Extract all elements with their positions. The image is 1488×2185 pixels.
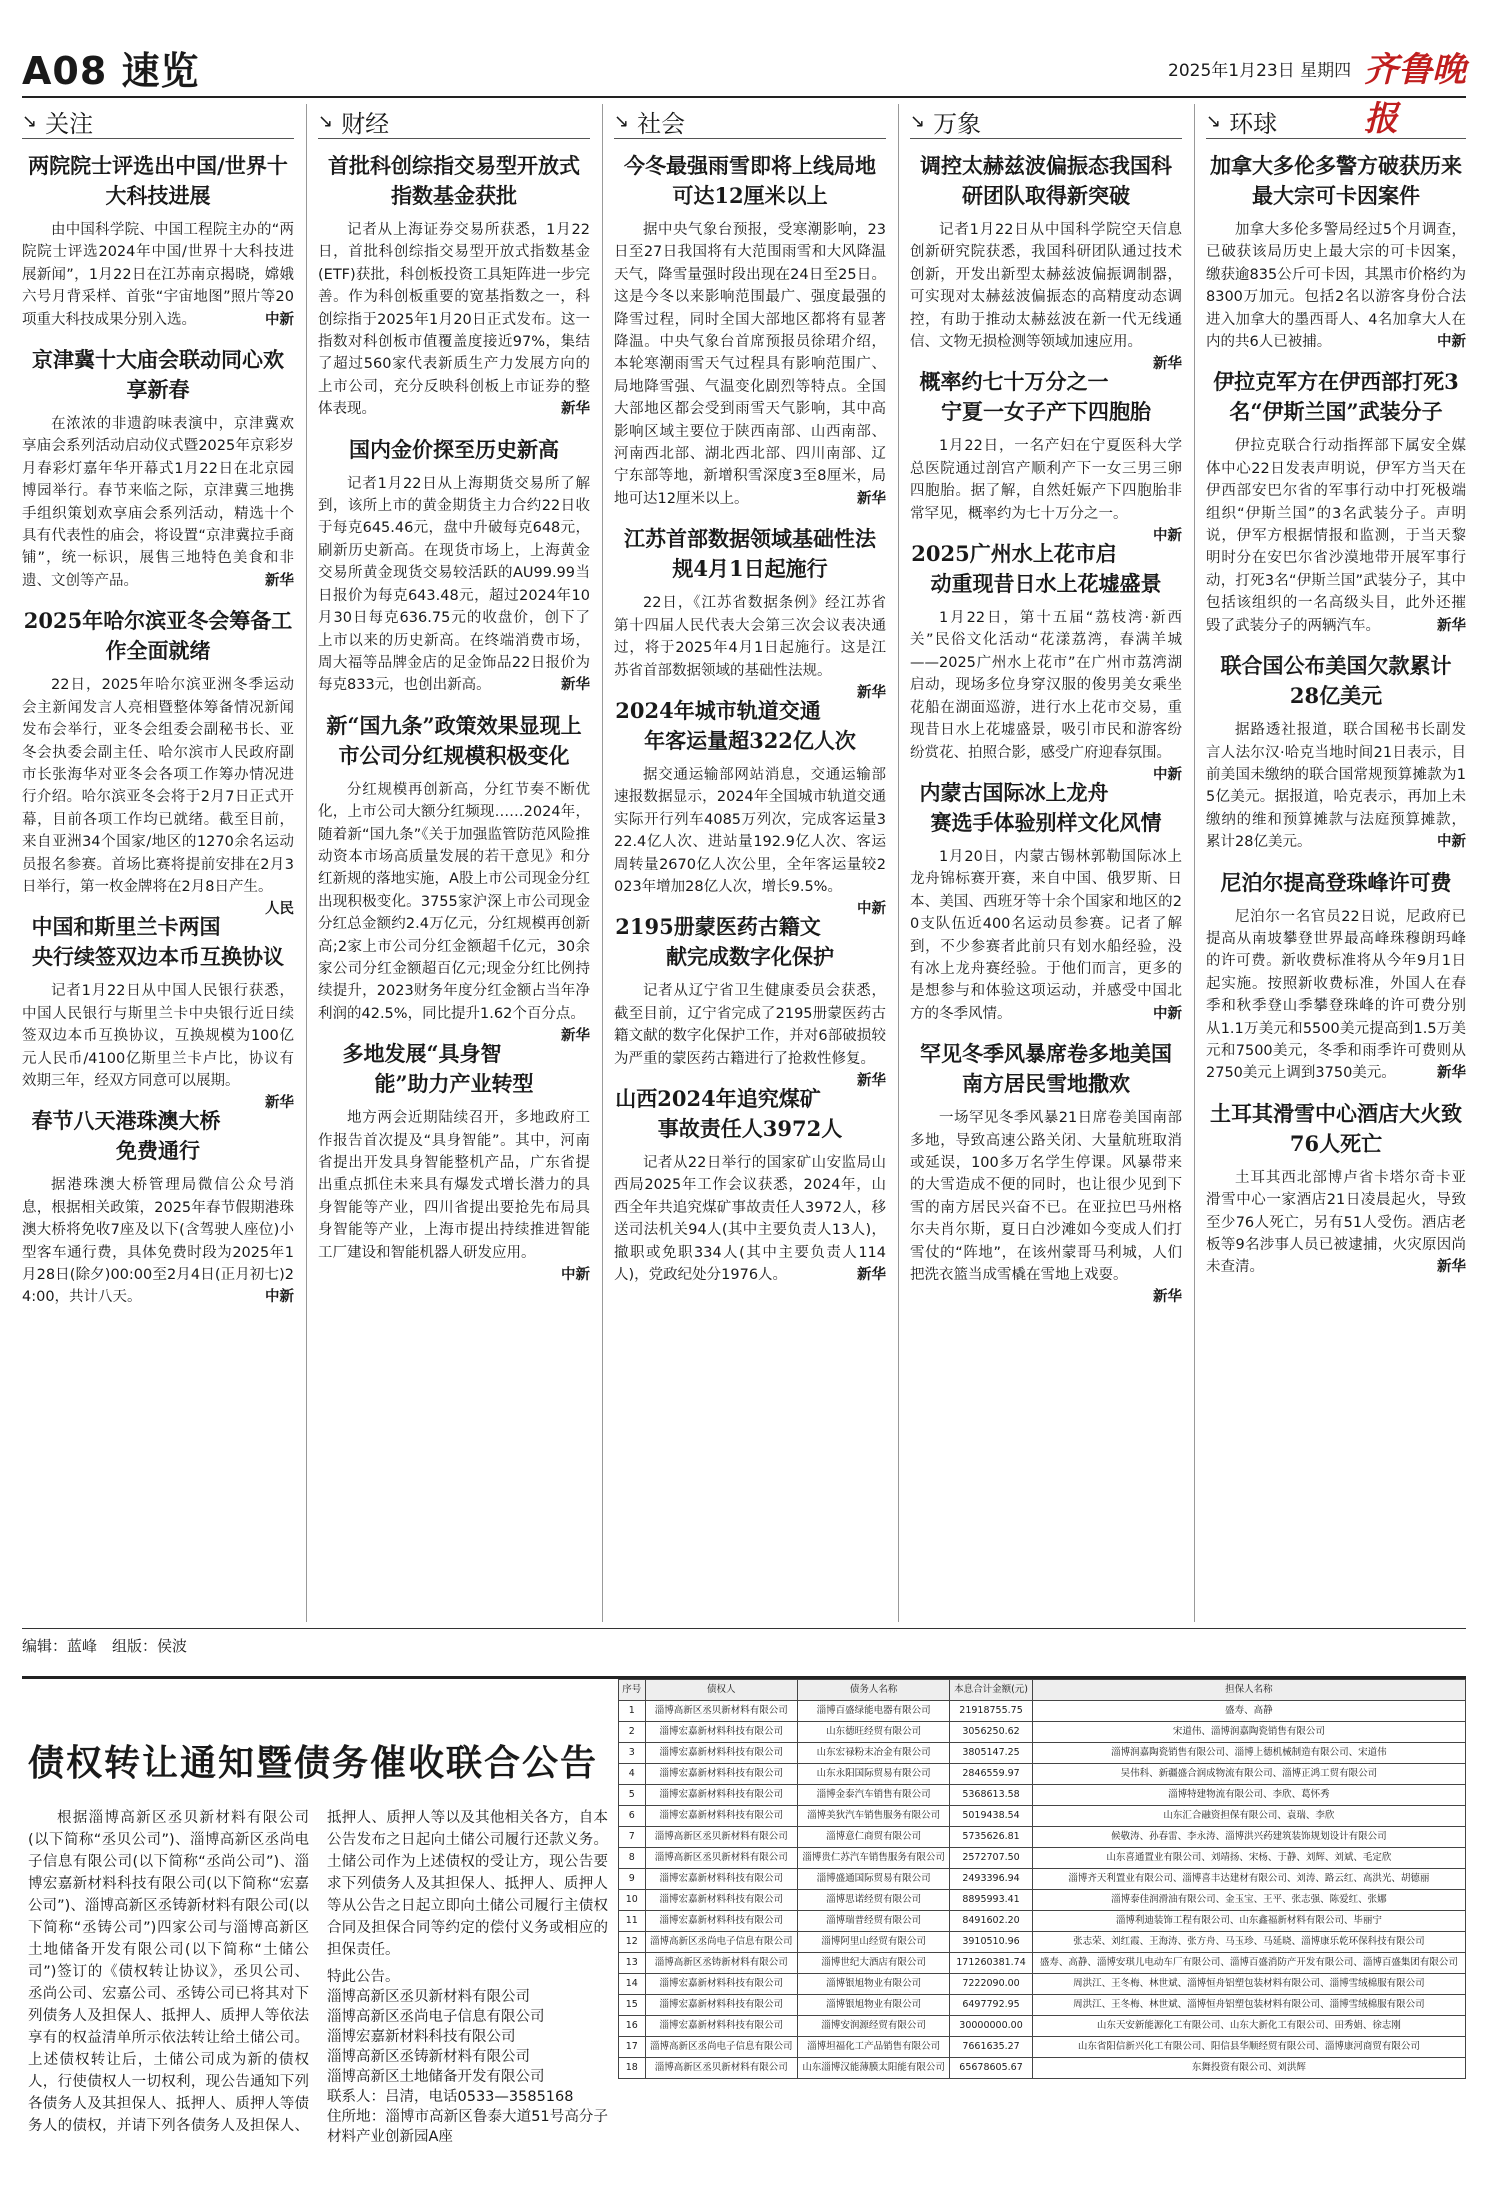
table-row xyxy=(619,1743,1466,1764)
table-row xyxy=(619,1911,1466,1932)
table-cell: 张志荣、刘红霞、王海涛、张方舟、马玉珍、马延晓、淄博康乐乾环保科技有限公司 xyxy=(1032,1932,1465,1953)
table-cell: 淄博世纪大酒店有限公司 xyxy=(797,1953,949,1974)
table-cell: 淄博宏嘉新材料科技有限公司 xyxy=(645,2016,797,2037)
table-cell: 山东淄博汉能薄膜太阳能有限公司 xyxy=(797,2058,949,2079)
table-row xyxy=(619,1764,1466,1785)
article-body: 1月22日，第十五届“荔枝湾·新西关”民俗文化活动“花漾荔湾，春满羊城——2025广州水上花市”在广州市荔湾湖启动，现场多位身穿汉服的俊男美女乘坐花船在湖面巡游，进行水上花市交易，重现昔日水上花墟盛景，吸引市民和游客纷纷赏花、拍照合影，感受广府迎春氛围。 中新 xyxy=(910,607,1182,764)
table-cell: 14 xyxy=(619,1974,646,1995)
table-cell: 3 xyxy=(619,1743,646,1764)
table-cell: 淄博贵仁苏汽车销售服务有限公司 xyxy=(797,1848,949,1869)
table-cell: 淄博意仁商贸有限公司 xyxy=(797,1827,949,1848)
article-title: 首批科创综指交易型开放式指数基金获批 xyxy=(328,153,580,208)
table-cell: 12 xyxy=(619,1932,646,1953)
newspaper-logo: 齐鲁晚报 xyxy=(1364,50,1466,139)
table-cell: 淄博利迪装饰工程有限公司、山东鑫福新材料有限公司、毕丽宁 xyxy=(1032,1911,1465,1932)
table-row xyxy=(619,2037,1466,2058)
table-row xyxy=(619,1995,1466,2016)
table-row xyxy=(619,1827,1466,1848)
table-cell: 21918755.75 xyxy=(950,1701,1032,1722)
article-source: 中新 xyxy=(561,1267,590,1284)
section-header: ↘ 环球 xyxy=(1206,104,1466,139)
article-title: 山西2024年追究煤矿事故责任人3972人 xyxy=(615,1085,843,1141)
article-body: 据中央气象台预报，受寒潮影响，23日至27日我国将有大范围雨雪和大风降温天气，降雪量强时段出现在24日至25日。这是今冬以来影响范围最广、强度最强的降雪过程，同时全国大部地区都将有显著降温。中央气象台首席预报员徐珺介绍，本轮寒潮雨雪天气过程具有影响范围广、局地降雪强、气温变化剧烈等特点。全国大部地区都会受到雨雪天气影响，其中高影响区域主要位于陕西南部、山西南部、河南西北部、湖北西北部、四川南部、辽宁东部等地，新增积雪深度3至8厘米，局地可达12厘米以上。 新华 xyxy=(614,219,886,510)
table-cell: 淄博坦福化工产品销售有限公司 xyxy=(797,2037,949,2058)
table-cell: 盛寿、高静 xyxy=(1032,1701,1465,1722)
table-cell: 2493396.94 xyxy=(950,1869,1032,1890)
article xyxy=(614,1084,886,1286)
article-title: 概率约七十万分之一宁夏一女子产下四胞胎 xyxy=(919,369,1151,425)
column-society xyxy=(614,104,886,1624)
article-source: 新华 xyxy=(857,684,886,701)
editor-credit: 编辑：蓝峰 组版：侯波 xyxy=(22,1628,1466,1656)
article xyxy=(614,524,886,701)
table-row xyxy=(619,1785,1466,1806)
article-body: 据交通运输部网站消息，交通运输部速报数据显示，2024年全国城市轨道交通实际开行列车4085万列次，完成客运量322.4亿人次、进站量192.9亿人次、客运周转量2670亿人次公里，全年客运量较2023年增加28亿人次，增长9.5%。 中新 xyxy=(614,764,886,898)
article-title: 2025年哈尔滨亚冬会筹备工作全面就绪 xyxy=(23,608,293,664)
table-cell: 淄博银旭物业有限公司 xyxy=(797,1974,949,1995)
table-row xyxy=(619,1932,1466,1953)
table-row xyxy=(619,1848,1466,1869)
article-body: 尼泊尔一名官员22日说，尼政府已提高从南坡攀登世界最高峰珠穆朗玛峰的许可费。新收费标准将从今年9月1日起实施。按照新收费标准，外国人在春季和秋季登山季攀登珠峰的许可费分别从1.1万美元和5500美元提高到1.5万美元和7500美元，冬季和雨季许可费则从2750美元上调到3750美元。 新华 xyxy=(1206,906,1466,1085)
article-body: 22日，《江苏省数据条例》经江苏省第十四届人民代表大会第三次会议表决通过，将于2025年4月1日起施行。这是江苏省首部数据领域的基础性法规。 新华 xyxy=(614,592,886,682)
article xyxy=(910,367,1182,545)
section-header: ↘ 财经 xyxy=(318,104,590,139)
table-cell: 盛寿、高静、淄博安琪儿电动车厂有限公司、淄博百盛消防产开发有限公司、淄博百盛集团有限公司 xyxy=(1032,1953,1465,1974)
table-row xyxy=(619,1701,1466,1722)
table-header-cell: 序号 xyxy=(619,1680,646,1701)
article-title: 江苏首部数据领域基础性法规4月1日起施行 xyxy=(624,526,876,582)
table-row xyxy=(619,1974,1466,1995)
table-cell: 4 xyxy=(619,1764,646,1785)
article xyxy=(1206,651,1466,853)
table-cell: 山东永阳国际贸易有限公司 xyxy=(797,1764,949,1785)
table-cell: 淄博阿里山经贸有限公司 xyxy=(797,1932,949,1953)
table-cell: 淄博高新区丞尚电子信息有限公司 xyxy=(645,2037,797,2058)
column-divider xyxy=(602,104,603,1622)
column-world xyxy=(1206,104,1466,1624)
table-cell: 30000000.00 xyxy=(950,2016,1032,2037)
article-title: 罕见冬季风暴席卷多地美国南方居民雪地撒欢 xyxy=(920,1041,1172,1097)
article-body: 一场罕见冬季风暴21日席卷美国南部多地，导致高速公路关闭、大量航班取消或延误，100多万名学生停课。风暴带来的大雪造成不便的同时，也让很少见到下雪的南方居民兴奋不已。在亚拉巴马州格尔夫肖尔斯，夏日白沙滩如今变成人们打雪仗的“阵地”，在该州蒙哥马利城，人们把洗衣篮当成雪橇在雪地上戏耍。 新华 xyxy=(910,1107,1182,1286)
article xyxy=(1206,1099,1466,1279)
article-source: 中新 xyxy=(857,901,886,918)
table-cell: 6 xyxy=(619,1806,646,1827)
table-cell: 山东省阳信新兴化工有限公司、阳信县华顺经贸有限公司、淄博康河商贸有限公司 xyxy=(1032,2037,1465,2058)
article-body: 记者1月22日从中国科学院空天信息创新研究院获悉，我国科研团队通过技术创新，开发出新型太赫兹波偏振调制器，可实现对太赫兹波偏振态的高精度动态调控，有助于推动太赫兹波在新一代无线通信、文物无损检测等领域加速应用。 新华 xyxy=(910,219,1182,353)
table-cell: 山东喜通置业有限公司、刘靖扬、宋杨、于静、刘辉、刘斌、毛定欣 xyxy=(1032,1848,1465,1869)
signer: 淄博高新区土地储备开发有限公司 xyxy=(327,2069,545,2085)
section-header: ↘ 社会 xyxy=(614,104,886,139)
article-title: 土耳其滑雪中心酒店大火致76人死亡 xyxy=(1210,1100,1462,1156)
table-cell: 淄博高新区丞贝新材料有限公司 xyxy=(645,1827,797,1848)
article-title: 2024年城市轨道交通年客运量超322亿人次 xyxy=(615,697,856,753)
table-cell: 16 xyxy=(619,2016,646,2037)
section-header: ↘ 关注 xyxy=(22,104,294,139)
column-divider xyxy=(898,104,899,1622)
article-source: 新华 xyxy=(1437,1065,1466,1082)
section-arrow-icon: ↘ xyxy=(910,110,926,132)
article xyxy=(318,711,590,1045)
table-cell: 吴伟科、新疆盛合润成物流有限公司、淄博正鸿工贸有限公司 xyxy=(1032,1764,1465,1785)
table-cell: 7222090.00 xyxy=(950,1974,1032,1995)
section-header: ↘ 万象 xyxy=(910,104,1182,139)
article xyxy=(1206,868,1466,1085)
article-source: 中新 xyxy=(265,1289,294,1306)
table-cell: 9 xyxy=(619,1869,646,1890)
article-body: 1月20日，内蒙古锡林郭勒国际冰上龙舟锦标赛开赛，来自中国、俄罗斯、日本、美国、西班牙等十余个国家和地区的20支队伍近400名运动员参赛。记者了解到，不少参赛者此前只有划水船经验，没有冰上龙舟赛经验。于他们而言，更多的是想参与和体验这项运动，并感受中国北方的冬季风情。 中新 xyxy=(910,846,1182,1025)
article-source: 新华 xyxy=(857,1267,886,1283)
column-finance xyxy=(318,104,590,1624)
debt-notice xyxy=(22,1676,1466,2169)
article-body: 据路透社报道，联合国秘书长副发言人法尔汉·哈克当地时间21日表示，目前美国未缴纳的联合国常规预算摊款为15亿美元。据报道，哈克表示，再加上未缴纳的维和预算摊款与法庭预算摊款，累计28亿美元。 中新 xyxy=(1206,719,1466,853)
table-cell: 2846559.97 xyxy=(950,1764,1032,1785)
table-row xyxy=(619,1869,1466,1890)
table-cell: 8 xyxy=(619,1848,646,1869)
table-cell: 淄博高新区丞贝新材料有限公司 xyxy=(645,2058,797,2079)
table-cell: 淄博宏嘉新材料科技有限公司 xyxy=(645,1911,797,1932)
table-cell: 淄博润嘉陶瓷销售有限公司、淄博上德机械制造有限公司、宋道伟 xyxy=(1032,1743,1465,1764)
article-source: 人民 xyxy=(265,901,294,918)
column-panorama xyxy=(910,104,1182,1624)
table-cell: 8895993.41 xyxy=(950,1890,1032,1911)
notice-signature xyxy=(327,1967,608,2147)
article-body: 分红规模再创新高，分红节奏不断优化，上市公司大额分红频现……2024年，随着新“国九条”《关于加强监管防范风险推动资本市场高质量发展的若干意见》和分红新规的落地实施，A股上市公司现金分红出现积极变化。3755家沪深上市公司现金分红总金额约2.4万亿元，分红规模再创新高;2家上市公司分红金额超千亿元，30余家公司分红金额超百亿元;现金分红比例持续提升，2023财务年度分红金额占当年净利润的42.5%，同比提升1.62个百分点。 新华 xyxy=(318,779,590,1025)
table-cell: 淄博美狄汽车销售服务有限公司 xyxy=(797,1806,949,1827)
table-cell: 淄博宏嘉新材料科技有限公司 xyxy=(645,1806,797,1827)
table-cell: 8491602.20 xyxy=(950,1911,1032,1932)
table-cell: 山东汇合融资担保有限公司、袁瑞、李欣 xyxy=(1032,1806,1465,1827)
article-source: 新华 xyxy=(1153,356,1182,373)
article-title: 春节八天港珠澳大桥免费通行 xyxy=(31,1108,221,1164)
table-cell: 淄博齐天利置业有限公司、淄博喜丰达建材有限公司、刘涛、路云红、高洪光、胡德丽 xyxy=(1032,1869,1465,1890)
section-arrow-icon: ↘ xyxy=(1206,110,1222,132)
article-body: 据港珠澳大桥管理局微信公众号消息，根据相关政策，2025年春节假期港珠澳大桥将免收7座及以下(含驾驶人座位)小型客车通行费，具体免费时段为2025年1月28日(除夕)00:00至2月4日(正月初七)24:00，共计八天。 中新 xyxy=(22,1174,294,1308)
section-arrow-icon: ↘ xyxy=(318,110,334,132)
table-cell: 6497792.95 xyxy=(950,1995,1032,2016)
notice-text: 根据淄博高新区丞贝新材料有限公司(以下简称“丞贝公司”)、淄博高新区丞尚电子信息有限公司(以下简称“丞尚公司”)、淄博宏嘉新材料科技有限公司(以下简称“宏嘉公司”)、淄博高新区丞铸新材料有限公司(以下简称“丞铸公司”)四家公司与淄博高新区土地储备开发有限公司(以下简称“土储公司”)签订的《债权转让协议》，丞贝公司、丞尚公司、宏嘉公司、丞铸公司已将其对下列债务人及担保人、抵押人、质押人等依法享有的权益清单所示依法转让给土储公司。上述债权转让后，土储公司成为新的债权人，行使债权人一切权利，现公告通知下列各债务人及其担保人、抵押人、质押人等债务人的债权，并请下列各债务人及担保人、抵押人、质押人等以及其他相关各方，自本公告发布之日起向土储公司履行还款义务。土储公司作为上述债权的受让方，现公告要求下列债务人及其担保人、抵押人、质押人等从公告之日起立即向土储公司履行主债权合同及担保合同等约定的偿付义务或相应的担保责任。 xyxy=(28,1810,608,2134)
article xyxy=(22,912,294,1112)
table-cell: 13 xyxy=(619,1953,646,1974)
table-cell: 5368613.58 xyxy=(950,1785,1032,1806)
table-cell: 淄博宏嘉新材料科技有限公司 xyxy=(645,1869,797,1890)
article-source: 新华 xyxy=(561,677,590,694)
table-cell: 17 xyxy=(619,2037,646,2058)
article-title: 新“国九条”政策效果显现上市公司分红规模积极变化 xyxy=(326,712,582,768)
article xyxy=(22,1106,294,1308)
article-source: 新华 xyxy=(561,401,590,418)
table-cell: 淄博高新区丞铸新材料有限公司 xyxy=(645,1953,797,1974)
header-rule xyxy=(22,96,1466,98)
table-cell: 7 xyxy=(619,1827,646,1848)
table-cell: 10 xyxy=(619,1890,646,1911)
article-body: 22日，2025年哈尔滨亚洲冬季运动会主新闻发言人亮相暨整体筹备情况新闻发布会举行，亚冬会组委会副秘书长、亚冬会执委会副主任、哈尔滨市人民政府副市长张海华对亚冬会各项工作筹办情况进行介绍。哈尔滨亚冬会将于2月7日正式开幕，目前各项工作均已就绪。截至目前，来自亚洲34个国家/地区的1270余名运动员报名参赛。首场比赛将提前安排在2月3日举行，第一枚金牌将在2月8日产生。 人民 xyxy=(22,674,294,898)
notice-sign-label: 特此公告。 xyxy=(327,1969,400,1985)
article-source: 新华 xyxy=(857,1072,886,1089)
table-cell: 淄博宏嘉新材料科技有限公司 xyxy=(645,1890,797,1911)
table-body xyxy=(619,1701,1466,2079)
table-cell: 3056250.62 xyxy=(950,1722,1032,1743)
article-title: 2025广州水上花市启动重现昔日水上花墟盛景 xyxy=(911,541,1162,597)
table-cell: 山东宏禄粉末冶金有限公司 xyxy=(797,1743,949,1764)
table-row xyxy=(619,1953,1466,1974)
table-cell: 淄博宏嘉新材料科技有限公司 xyxy=(645,1785,797,1806)
debt-table xyxy=(618,1679,1466,2079)
article-body: 由中国科学院、中国工程院主办的“两院院士评选2024年中国/世界十大科技进展新闻”，1月22日在江苏南京揭晓，嫦娥六号月背采样、首张“宇宙地图”照片等20项重大科技成果分别入选。 中新 xyxy=(22,219,294,331)
article xyxy=(614,696,886,918)
article-title: 调控太赫兹波偏振态我国科研团队取得新突破 xyxy=(920,153,1172,208)
article-title: 尼泊尔提高登珠峰许可费 xyxy=(1220,869,1452,895)
notice-title: 债权转让通知暨债务催收联合公告 xyxy=(28,1742,599,1784)
table-cell: 淄博金泰汽车销售有限公司 xyxy=(797,1785,949,1806)
table-header-cell: 债权人 xyxy=(645,1680,797,1701)
table-cell: 淄博思诺经贸有限公司 xyxy=(797,1890,949,1911)
article-source: 新华 xyxy=(1153,1289,1182,1306)
article-title: 两院院士评选出中国/世界十大科技进展 xyxy=(28,153,288,208)
table-header-cell: 本息合计金额(元) xyxy=(950,1680,1032,1701)
article-source: 新华 xyxy=(561,1028,590,1045)
table-row xyxy=(619,2058,1466,2079)
table-cell: 5 xyxy=(619,1785,646,1806)
article-body: 1月22日，一名产妇在宁夏医科大学总医院通过剖宫产顺利产下一女三男三卵四胞胎。据了解，自然妊娠产下四胞胎非常罕见，概率约为七十万分之一。 中新 xyxy=(910,435,1182,525)
article xyxy=(318,151,590,421)
table-cell: 淄博安润源经贸有限公司 xyxy=(797,2016,949,2037)
article-title: 今冬最强雨雪即将上线局地可达12厘米以上 xyxy=(624,153,876,208)
signer: 淄博高新区丞铸新材料有限公司 xyxy=(327,2049,530,2065)
issue-date: 2025年1月23日 星期四 xyxy=(1168,61,1352,81)
article-body: 地方两会近期陆续召开，多地政府工作报告首次提及“具身智能”。其中，河南省提出开发具身智能整机产品，广东省提出重点抓住未来具有爆发式增长潜力的具身智能等产业，四川省提出要抢先布局具身智能等产业，上海市提出持续推进智能工厂建设和智能机器人研发应用。 中新 xyxy=(318,1107,590,1264)
article-title: 伊拉克军方在伊西部打死3名“伊斯兰国”武装分子 xyxy=(1213,369,1459,425)
column-divider xyxy=(306,104,307,1622)
table-cell: 淄博银旭物业有限公司 xyxy=(797,1995,949,2016)
article xyxy=(1206,151,1466,353)
article xyxy=(614,151,886,510)
article-body: 伊拉克联合行动指挥部下属安全媒体中心22日发表声明说，伊军方当天在伊西部安巴尔省的军事行动中打死极端组织“伊斯兰国”的3名武装分子。声明说，伊军方根据情报和监测，于当天黎明时分在安巴尔省沙漠地带开展军事行动，打死3名“伊斯兰国”武装分子，其中包括该组织的一名高级头目，此外还摧毁了武装分子的两辆汽车。 新华 xyxy=(1206,435,1466,637)
table-cell: 周洪江、王冬梅、林世斌、淄博恒舟铝塑包装材料有限公司、淄博雪绒棉服有限公司 xyxy=(1032,1995,1465,2016)
article-source: 中新 xyxy=(1153,1005,1182,1022)
page-number: A08 速览 xyxy=(22,49,200,93)
section-arrow-icon: ↘ xyxy=(22,110,38,132)
article xyxy=(910,539,1182,783)
article-source: 新华 xyxy=(857,490,886,507)
table-header-row xyxy=(619,1680,1466,1701)
table-cell: 65678605.67 xyxy=(950,2058,1032,2079)
table-cell: 3805147.25 xyxy=(950,1743,1032,1764)
article xyxy=(318,435,590,697)
signer: 淄博宏嘉新材料科技有限公司 xyxy=(327,2029,516,2045)
article-body: 记者从22日举行的国家矿山安监局山西局2025年工作会议获悉，2024年，山西全年共追究煤矿事故责任人3972人，移送司法机关94人(其中主要负责人13人)，撤职或免职334人(其中主要负责人114人)，党政纪处分1976人。 新华 xyxy=(614,1152,886,1286)
table-cell: 山东德旺经贸有限公司 xyxy=(797,1722,949,1743)
table-row xyxy=(619,1806,1466,1827)
article-source: 中新 xyxy=(1437,834,1466,851)
table-cell: 18 xyxy=(619,2058,646,2079)
article-source: 中新 xyxy=(1437,334,1466,351)
table-cell: 淄博百盛绿能电器有限公司 xyxy=(797,1701,949,1722)
article-body: 记者1月22日从中国人民银行获悉，中国人民银行与斯里兰卡中央银行近日续签双边本币互换协议，互换规模为100亿元人民币/4100亿斯里兰卡卢比，协议有效期三年，经双方同意可以展期。 新华 xyxy=(22,980,294,1092)
signer: 淄博高新区丞尚电子信息有限公司 xyxy=(327,2009,545,2025)
article-body: 记者从辽宁省卫生健康委员会获悉，截至目前，辽宁省完成了2195册蒙医药古籍文献的数字化保护工作，并对6部破损较为严重的蒙医药古籍进行了抢救性修复。 新华 xyxy=(614,980,886,1070)
table-cell: 东舞投资有限公司、刘洪辉 xyxy=(1032,2058,1465,2079)
article-body: 记者1月22日从上海期货交易所了解到，该所上市的黄金期货主力合约22日收于每克645.46元，盘中升破每克648元，刷新历史新高。在现货市场上，上海黄金交易所黄金现货交易较活跃的AU99.99当日报价为每克643.48元，超过2024年10月30日每克636.75元的收盘价，创下了上市以来的历史新高。在终端消费市场，周大福等品牌金店的足金饰品22日报价为每克833元，也创出新高。 新华 xyxy=(318,473,590,697)
section-arrow-icon: ↘ xyxy=(614,110,630,132)
table-cell: 11 xyxy=(619,1911,646,1932)
article-source: 新华 xyxy=(265,1095,294,1112)
notice-contact: 联系人：吕清，电话0533—3585168 xyxy=(327,2089,574,2105)
article-source: 中新 xyxy=(1153,766,1182,783)
table-cell: 5735626.81 xyxy=(950,1827,1032,1848)
table-cell: 15 xyxy=(619,1995,646,2016)
table-cell: 淄博高新区丞尚电子信息有限公司 xyxy=(645,1932,797,1953)
notice-address: 住所地：淄博市高新区鲁泰大道51号高分子材料产业创新园A座 xyxy=(327,2109,608,2145)
article-body: 记者从上海证券交易所获悉，1月22日，首批科创综指交易型开放式指数基金(ETF)获批，科创板投资工具矩阵进一步完善。作为科创板重要的宽基指数之一，科创综指于2025年1月20日正式发布。这一指数对科创板市值覆盖度接近97%，集结了超过560家代表新质生产力发展方向的上市公司，充分反映科创板上市证券的整体表现。 新华 xyxy=(318,219,590,421)
article-source: 中新 xyxy=(265,311,294,328)
article-title: 2195册蒙医药古籍文献完成数字化保护 xyxy=(615,914,834,970)
article xyxy=(614,912,886,1089)
article xyxy=(1206,367,1466,637)
table-cell: 淄博宏嘉新材料科技有限公司 xyxy=(645,1722,797,1743)
table-cell: 山东天安新能源化工有限公司、山东大新化工有限公司、田秀娟、徐志刚 xyxy=(1032,2016,1465,2037)
article xyxy=(910,778,1182,1025)
article xyxy=(910,151,1182,373)
article-title: 多地发展“具身智能”助力产业转型 xyxy=(342,1041,534,1097)
table-cell: 候敬涛、孙春雷、李永涛、淄博洪兴药建筑装饰规划设计有限公司 xyxy=(1032,1827,1465,1848)
table-cell: 2 xyxy=(619,1722,646,1743)
article-body: 加拿大多伦多警局经过5个月调查，已破获该局历史上最大宗的可卡因案，缴获逾835公斤可卡因，其黑市价格约为8300万加元。包括2名以游客身份合法进入加拿大的墨西哥人、4名加拿大人在内的共6人已被捕。 中新 xyxy=(1206,219,1466,353)
table-cell: 2572707.50 xyxy=(950,1848,1032,1869)
article-title: 联合国公布美国欠款累计28亿美元 xyxy=(1220,653,1452,709)
table-cell: 淄博高新区丞贝新材料有限公司 xyxy=(645,1701,797,1722)
article xyxy=(22,606,294,918)
article xyxy=(910,1039,1182,1306)
article-title: 中国和斯里兰卡两国央行续签双边本币互换协议 xyxy=(31,914,284,970)
table-cell: 淄博泰佳润滑油有限公司、金玉宝、王平、张志强、陈爱红、张娜 xyxy=(1032,1890,1465,1911)
signer: 淄博高新区丞贝新材料有限公司 xyxy=(327,1989,530,2005)
article-source: 新华 xyxy=(265,572,294,589)
article-source: 新华 xyxy=(1437,617,1466,634)
article-title: 内蒙古国际冰上龙舟赛选手体验别样文化风情 xyxy=(919,779,1162,835)
table-cell: 7661635.27 xyxy=(950,2037,1032,2058)
table-header-cell: 债务人名称 xyxy=(797,1680,949,1701)
table-cell: 淄博宏嘉新材料科技有限公司 xyxy=(645,1974,797,1995)
article-title: 京津冀十大庙会联动同心欢享新春 xyxy=(32,347,284,403)
table-cell: 淄博宏嘉新材料科技有限公司 xyxy=(645,1764,797,1785)
column-divider xyxy=(1194,104,1195,1622)
article-title: 国内金价探至历史新高 xyxy=(349,436,559,462)
table-cell: 171260381.74 xyxy=(950,1953,1032,1974)
article-body: 在浓浓的非遗韵味表演中，京津冀欢享庙会系列活动启动仪式暨2025年京彩岁月春彩灯嘉年华开幕式1月22日在北京园博园举行。春节来临之际，京津冀三地携手组织策划欢享庙会系列活动，精选十个具有代表性的庙会，将设置“京津冀拉手商铺”，统一标识，展售三地特色美食和非遗、文创等产品。 新华 xyxy=(22,413,294,592)
table-row xyxy=(619,1722,1466,1743)
table-cell: 淄博盛通国际贸易有限公司 xyxy=(797,1869,949,1890)
notice-body xyxy=(28,1807,608,2147)
article-body: 土耳其西北部博卢省卡塔尔奇卡亚滑雪中心一家酒店21日凌晨起火，导致至少76人死亡，另有51人受伤。酒店老板等9名涉事人员已被逮捕，火灾原因尚未查清。 新华 xyxy=(1206,1167,1466,1279)
table-cell: 淄博宏嘉新材料科技有限公司 xyxy=(645,1995,797,2016)
article-title: 加拿大多伦多警方破获历来最大宗可卡因案件 xyxy=(1210,153,1462,208)
table-row xyxy=(619,1890,1466,1911)
table-cell: 淄博瑞普经贸有限公司 xyxy=(797,1911,949,1932)
table-cell: 淄博高新区丞贝新材料有限公司 xyxy=(645,1848,797,1869)
table-cell: 周洪江、王冬梅、林世斌、淄博恒舟铝塑包装材料有限公司、淄博雪绒棉服有限公司 xyxy=(1032,1974,1465,1995)
article-source: 中新 xyxy=(1153,528,1182,545)
column-focus xyxy=(22,104,294,1624)
table-cell: 淄博宏嘉新材料科技有限公司 xyxy=(645,1743,797,1764)
table-row xyxy=(619,2016,1466,2037)
table-header-cell: 担保人名称 xyxy=(1032,1680,1465,1701)
table-cell: 宋道伟、淄博润嘉陶瓷销售有限公司 xyxy=(1032,1722,1465,1743)
article xyxy=(22,151,294,331)
article-source: 新华 xyxy=(1437,1259,1466,1276)
table-cell: 淄博特建物流有限公司、李欣、葛怀秀 xyxy=(1032,1785,1465,1806)
table-cell: 5019438.54 xyxy=(950,1806,1032,1827)
article xyxy=(318,1039,590,1284)
article xyxy=(22,345,294,592)
table-cell: 3910510.96 xyxy=(950,1932,1032,1953)
table-cell: 1 xyxy=(619,1701,646,1722)
